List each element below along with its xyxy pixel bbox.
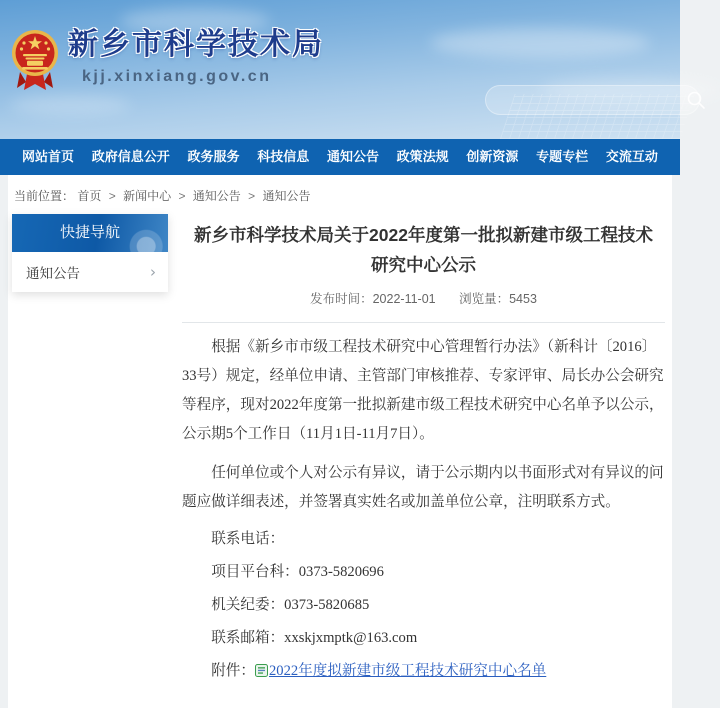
nav-item-gov-service[interactable]: 政务服务 <box>187 149 240 164</box>
breadcrumb-notices[interactable]: 通知公告 <box>192 189 241 203</box>
nav-item-innovation[interactable]: 创新资源 <box>466 149 519 164</box>
page-content <box>8 175 672 708</box>
meta-divider <box>182 322 665 323</box>
nav-item-tech-info[interactable]: 科技信息 <box>257 149 310 164</box>
breadcrumb-prefix: 当前位置： <box>14 189 75 203</box>
attachment-label: 附件： <box>211 663 255 679</box>
site-brand <box>10 26 324 92</box>
attachment-row <box>182 655 665 688</box>
article-meta <box>182 289 665 307</box>
contact-email: 联系邮箱：xxskjxmptk@163.com <box>211 630 418 646</box>
views-value: 5453 <box>509 292 537 306</box>
sidebar-title: 快捷导航 <box>12 214 168 252</box>
article-body <box>182 333 665 688</box>
breadcrumb-separator: > <box>178 189 186 203</box>
nav-item-home[interactable]: 网站首页 <box>22 149 75 164</box>
attachment-link[interactable]: 2022年度拟新建市级工程技术研究中心名单 <box>268 663 547 679</box>
nav-item-gov-info[interactable]: 政府信息公开 <box>91 149 170 164</box>
attachment-doc-icon <box>255 664 268 677</box>
breadcrumb-home[interactable]: 首页 <box>77 189 102 203</box>
sidebar-item-label: 通知公告 <box>26 266 80 281</box>
site-title: 新乡市科学技术局 <box>68 28 324 61</box>
search-input[interactable] <box>486 86 686 114</box>
search-icon[interactable] <box>686 90 706 110</box>
contact-phone-heading: 联系电话： <box>211 531 285 547</box>
sidebar-item-notices[interactable] <box>12 252 168 292</box>
main-nav <box>0 139 680 175</box>
article-title: 新乡市科学技术局关于2022年度第一批拟新建市级工程技术研究中心公示 <box>194 225 653 275</box>
article-paragraph: 任何单位或个人对公示有异议，请于公示期内以书面形式对有异议的问题应做详细表述，并签署真实姓名或加盖单位公章，注明联系方式。 <box>182 465 664 510</box>
publish-date-label: 发布时间： <box>310 292 373 306</box>
nav-item-special-topics[interactable]: 专题专栏 <box>536 149 589 164</box>
search-bar[interactable] <box>485 85 700 115</box>
nav-item-notices[interactable]: 通知公告 <box>326 149 379 164</box>
chevron-right-icon: › <box>150 263 156 281</box>
breadcrumb-separator: > <box>248 189 256 203</box>
contact-discipline-committee: 机关纪委：0373-5820685 <box>211 597 370 613</box>
cloud-decoration <box>430 28 650 58</box>
breadcrumb-separator: > <box>108 189 116 203</box>
nav-item-policies[interactable]: 政策法规 <box>396 149 449 164</box>
site-url: kjj.xinxiang.gov.cn <box>82 68 272 85</box>
breadcrumb <box>8 175 672 214</box>
contact-project-platform: 项目平台科：0373-5820696 <box>211 564 384 580</box>
publish-date-value: 2022-11-01 <box>372 292 436 306</box>
quick-nav-sidebar <box>12 214 168 292</box>
site-header <box>0 0 680 139</box>
national-emblem-logo <box>10 26 60 92</box>
article <box>180 214 667 688</box>
breadcrumb-news-center[interactable]: 新闻中心 <box>123 189 172 203</box>
views-label: 浏览量： <box>459 292 510 306</box>
article-paragraph: 根据《新乡市市级工程技术研究中心管理暂行办法》（新科计〔2016〕33号）规定，经单位申请、主管部门审核推荐、专家评审、局长办公会研究等程序，现对2022年度第一批拟新建市级工程技术研究中心名单予以公示，公示期5个工作日（11月1日-11月7日）。 <box>182 339 664 442</box>
breadcrumb-current[interactable]: 通知公告 <box>262 189 311 203</box>
nav-item-interaction[interactable]: 交流互动 <box>605 149 658 164</box>
cloud-decoration <box>10 95 130 115</box>
